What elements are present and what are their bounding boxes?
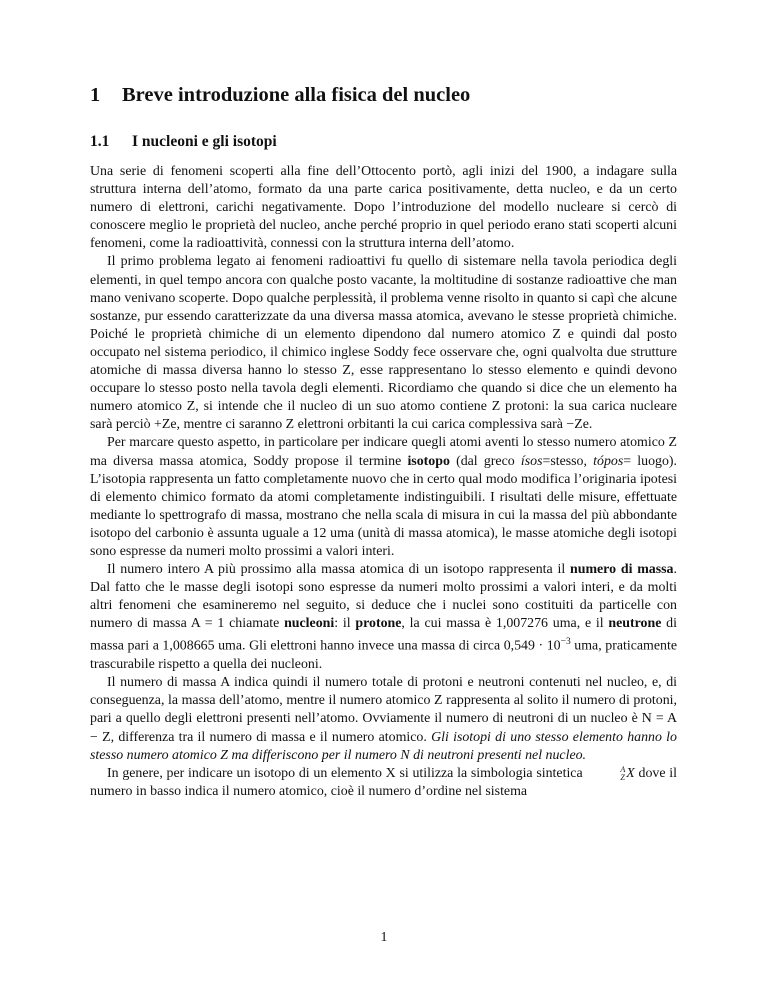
section-number: 1 [90,84,101,106]
text-run: . Dal fatto che le masse degli isotopi sono espresse da numeri molto prossimi a valori interi, e da molti altri fenomeni che esamineremo nel seguito, si deduce che i nuclei sono costituiti da particelle con numero di massa A = 1 chiamate [90,562,677,632]
paragraph-6 [90,765,677,801]
exponent: −3 [560,637,571,648]
term-neutrone: neutrone [608,616,662,632]
text-run: : il [334,616,356,632]
paragraph-5 [90,674,677,764]
section-title: Breve introduzione alla fisica del nucleo [122,84,471,106]
nuclide-symbol [586,765,634,783]
mass-number-label: A [620,764,626,774]
text-run: = luogo). L’isotopia rappresenta un fatto completamente nuovo che in certo qual modo modifica l’originaria ipotesi di elemento chimico formato da atomi completamente indistinguibili. I risultati delle misure, effettuate mediante lo spettrografo di massa, mostrano che nella scala di misura in cui la massa del più abbondante isotopo del carbonio è assunta uguale a 12 uma (unità di massa atomica), le masse atomiche degli isotopi sono espresse da numeri molto prossimi a valori interi. [90,453,678,559]
paragraph-4 [90,561,677,674]
greek-topos: tópos [593,453,624,469]
element-symbol: X [626,765,635,781]
text-run: , la cui massa è 1,007276 uma, e il [401,616,609,632]
page-number: 1 [380,930,388,945]
text-run: (dal greco [449,453,521,469]
term-numero-di-massa: numero di massa [570,562,674,578]
greek-isos: ísos [520,453,543,469]
text-run: di massa pari a 1,008665 uma. Gli elettroni hanno invece una massa di circa 0,549 · 10 [90,616,677,655]
term-protone: protone [355,616,402,632]
section-heading [90,84,677,107]
term-nucleoni: nucleoni [284,616,335,632]
text-run: uma, praticamente trascurabile rispetto a quella dei nucleoni. [90,639,678,673]
text-run: Per marcare questo aspetto, in particolare per indicare quegli atomi aventi lo stesso numero atomico Z ma diversa massa atomica, Soddy propose il termine [90,435,677,469]
isotope-definition: Gli isotopi di uno stesso elemento hanno lo stesso numero atomico Z ma differiscono per il numero N di neutroni presenti nel nucleo. [90,729,677,763]
paragraph-3 [90,434,677,561]
subsection-heading [90,133,677,151]
paragraph-1: Una serie di fenomeni scoperti alla fine dell’Ottocento portò, agli inizi del 1900, a indagare sulla struttura interna dell’atomo, formato da una parte carica positivamente, detta nucleo, e da un certo numero di elettroni, carichi negativamente. Dopo l’introduzione del modello nucleare si cercò di conoscere meglio le proprietà del nucleo, anche perché proprio in quel periodo erano stati scoperti alcuni fenomeni, come la radioattività, connessi con la struttura interna dell’atomo. [90,164,677,252]
page-content [90,84,677,801]
text-run: dove il numero in basso indica il numero atomico, cioè il numero d’ordine nel sistema [90,765,677,799]
term-isotopo: isotopo [407,453,450,469]
text-run: In genere, per indicare un isotopo di un elemento X si utilizza la simbologia sintetica [107,765,587,781]
subsection-number: 1.1 [90,133,110,150]
paragraph-2: Il primo problema legato ai fenomeni radioattivi fu quello di sistemare nella tavola periodica degli elementi, in quel tempo ancora con qualche posto vacante, la moltitudine di sostanze radioattive che man mano venivano scoperte. Dopo qualche perplessità, il problema venne risolto in quanto si capì che alcune sostanze, pur essendo caratterizzate da una diversa massa atomica, avevano le stesse proprietà chimiche. Poiché le proprietà chimiche di un elemento dipendono dal numero atomico Z e quindi dal posto occupato nel sistema periodico, il chimico inglese Soddy fece osservare che, ogni qualvolta due strutture atomiche di massa diversa hanno lo stesso Z, esse rappresentano lo stesso elemento e quindi devono occupare lo stesso posto nella tavola degli elementi. Ricordiamo che quando si dice che un elemento ha numero atomico Z, si intende che il nucleo di un suo atomo contiene Z protoni: la sua carica nucleare sarà perciò +Ze, mentre ci saranno Z elettroni orbitanti la cui carica complessiva sarà −Ze. [90,254,677,433]
text-run: Il numero intero A più prossimo alla massa atomica di un isotopo rappresenta il [107,562,570,578]
text-run: Il numero di massa A indica quindi il numero totale di protoni e neutroni contenuti nel nucleo, e, di conseguenza, la massa dell’atomo, mentre il numero atomico Z rappresenta al solito il numero di protoni, pari a quello degli elettroni presenti nell’atomo. Ovviamente il numero di neutroni di un nucleo è N = A − Z, differenza tra il numero di massa e il numero atomico. [90,675,677,745]
text-run: =stesso, [542,453,594,469]
subsection-title: I nucleoni e gli isotopi [132,133,277,150]
atomic-number-label: Z [620,772,625,782]
